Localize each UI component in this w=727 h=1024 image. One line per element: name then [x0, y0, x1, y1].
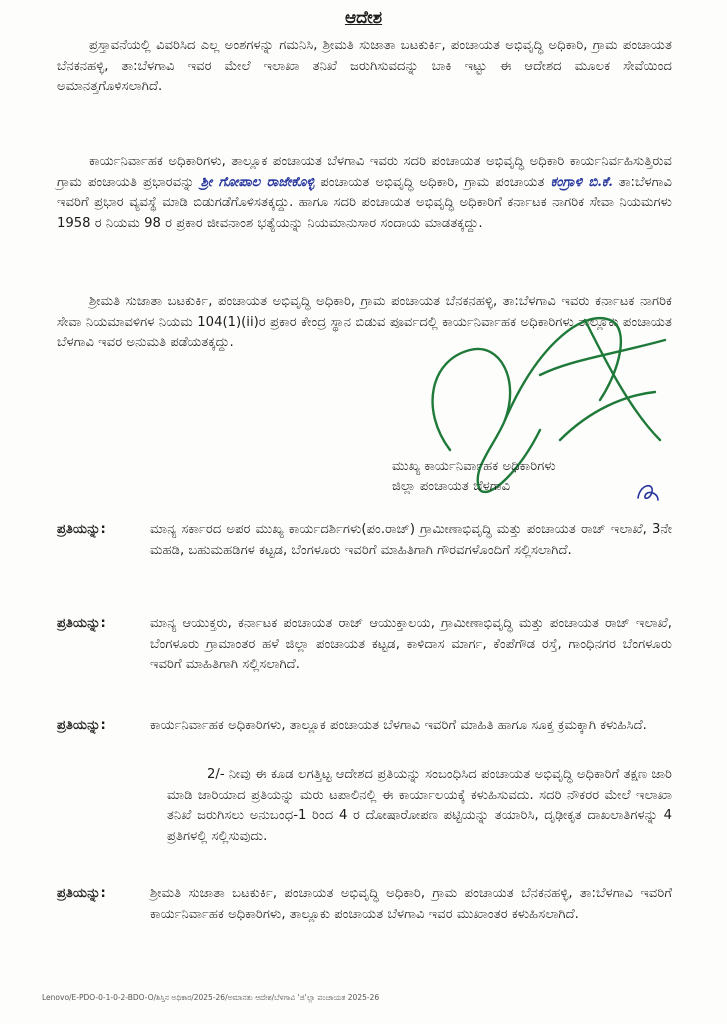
handwritten-officer-name: ಶ್ರೀ ಗೋಪಾಲ ರಾಜೇಕೊಳ್ಳಿ [200, 174, 315, 190]
copy-entry-3-instruction: 2/- ನೀವು ಈ ಕೂಡ ಲಗತ್ತಿಟ್ಟ ಆದೇಶದ ಪ್ರತಿಯನ್ನು ಸಂಬಂಧಿಸಿದ ಪಂಚಾಯತ ಅಭಿವೃದ್ಧಿ ಅಧಿಕಾರಿಗೆ ತಕ್ಷಣ ಜಾರಿ ಮಾಡಿ ಜಾರಿಯಾದ ಪ್ರತಿಯನ್ನು ಮರು ಟಪಾಲಿನಲ್ಲಿ ಈ ಕಾರ್ಯಾಲಯಕ್ಕೆ ಕಳುಹಿಸುವದು. ಸದರಿ ನೌಕರರ ಮೇಲೆ ಇಲಾಖಾ ತನಿಖೆ ಜರುಗಿಸಲು ಅನುಬಂಧ-1 ರಿಂದ 4 ರ ದೋಷಾರೋಪಣ ಪಟ್ಟಿಯನ್ನು ತಯಾರಿಸಿ, ದೃಢೀಕೃತ ದಾಖಲಾತಿಗಳನ್ನು 4 ಪ್ರತಿಗಳಲ್ಲಿ ಸಲ್ಲಿಸುವುದು. [167, 767, 672, 844]
order-title: ಆದೇಶ [344, 8, 383, 28]
paragraph-2-before: ಕಾರ್ಯನಿರ್ವಾಹಕ ಅಧಿಕಾರಿಗಳು, ತಾಲ್ಲೂಕ ಪಂಚಾಯತ ಬೆಳಗಾವಿ ಇವರು ಸದರಿ ಪಂಚಾಯತ ಅಭಿವೃದ್ಧಿ ಅಧಿಕಾರಿ ಕಾರ್ಯನಿರ್ವಹಿಸುತ್ತಿರುವ ಗ್ರಾಮ ಪಂಚಾಯತಿ ಪ್ರಭಾರವನ್ನು [57, 154, 672, 190]
paragraph-charge-handover [57, 152, 672, 234]
paragraph-1-text: ಪ್ರಸ್ತಾವನೆಯಲ್ಲಿ ವಿವರಿಸಿದ ಎಲ್ಲ ಅಂಶಗಳನ್ನು ಗಮನಿಸಿ, ಶ್ರೀಮತಿ ಸುಜಾತಾ ಬಟಕುರ್ಕಿ, ಪಂಚಾಯತ ಅಭಿವೃದ್ಧಿ ಅಧಿಕಾರಿ, ಗ್ರಾಮ ಪಂಚಾಯತ ಬೆನಕನಹಳ್ಳಿ, ತಾ:ಬೆಳಗಾವಿ ಇವರ ಮೇಲೆ ಇಲಾಖಾ ತನಿಖೆ ಜರುಗಿಸುವದನ್ನು ಬಾಕಿ ಇಟ್ಟು ಈ ಆದೇಶದ ಮೂಲಕ ಸೇವೆಯಿಂದ ಅಮಾನತ್ತಗೊಳಿಸಲಾಗಿದೆ. [57, 38, 672, 94]
copy-text: ಶ್ರೀಮತಿ ಸುಜಾತಾ ಬಟಕುರ್ಕಿ, ಪಂಚಾಯತ ಅಭಿವೃದ್ಧಿ ಅಧಿಕಾರಿ, ಗ್ರಾಮ ಪಂಚಾಯತ ಬೆನಕನಹಳ್ಳಿ, ತಾ:ಬೆಳಗಾವಿ ಇವರಿಗೆ ಕಾರ್ಯನಿರ್ವಾಹಕ ಅಧಿಕಾರಿಗಳು, ತಾಲ್ಲೂಕು ಪಂಚಾಯತ ಬೆಳಗಾವಿ ಇವರ ಮುಖಾಂತರ ಕಳುಹಿಸಲಾಗಿದೆ. [150, 886, 672, 922]
copy-label: ಪ್ರತಿಯನ್ನು: [57, 522, 106, 537]
copy-label: ಪ್ರತಿಯನ್ನು: [57, 886, 106, 901]
paragraph-suspension [57, 36, 672, 98]
signatory-office: ಜಿಲ್ಲಾ ಪಂಚಾಯತ ಬೆಳಗಾವಿ [392, 479, 511, 494]
copy-text: ಮಾನ್ಯ ಸರ್ಕಾರದ ಅಪರ ಮುಖ್ಯ ಕಾರ್ಯದರ್ಶಿಗಳು(ಪಂ.ರಾಜ್) ಗ್ರಾಮೀಣಾಭಿವೃದ್ಧಿ ಮತ್ತು ಪಂಚಾಯತ ರಾಜ್ ಇಲಾಖೆ, 3ನೇ ಮಹಡಿ, ಬಹುಮಹಡಿಗಳ ಕಟ್ಟಡ, ಬೆಂಗಳೂರು ಇವರಿಗೆ ಮಾಹಿತಿಗಾಗಿ ಗೌರವಗಳೊಂದಿಗೆ ಸಲ್ಲಿಸಲಾಗಿದೆ. [150, 522, 672, 558]
initials-icon [634, 480, 662, 504]
copy-text: ಮಾನ್ಯ ಆಯುಕ್ತರು, ಕರ್ನಾಟಕ ಪಂಚಾಯತ ರಾಜ್ ಆಯುಕ್ತಾಲಯ, ಗ್ರಾಮೀಣಾಭಿವೃದ್ಧಿ ಮತ್ತು ಪಂಚಾಯತ ರಾಜ್ ಇಲಾಖೆ, ಬೆಂಗಳೂರು ಗ್ರಾಮಾಂತರ ಹಳೆ ಜಿಲ್ಲಾ ಪಂಚಾಯತ ಕಟ್ಟಡ, ಕಾಳಿದಾಸ ಮಾರ್ಗ, ಕೆಂಪೆಗೌಡ ರಸ್ತೆ, ಗಾಂಧಿನಗರ ಬೆಂಗಳೂರು ಇವರಿಗೆ ಮಾಹಿತಿಗಾಗಿ ಸಲ್ಲಿಸಲಾಗಿದೆ. [150, 616, 672, 672]
copy-label: ಪ್ರತಿಯನ್ನು: [57, 718, 106, 733]
document-footer-reference: Lenovo/E-PDO-0-1-0-2-BDO-O/ಶಿಸ್ತಿನ ಅಧಿಕಾರ/2025-26/ಅಮಾನತು ಆದೇಶ/ಬೆಳಗಾವಿ 'ಜಿ'ಲ್ಲಾ ಪಂಚಾಯತ 2025-26 [42, 993, 380, 1002]
paragraph-2-middle: ಪಂಚಾಯತ ಅಭಿವೃದ್ಧಿ ಅಧಿಕಾರಿ, ಗ್ರಾಮ ಪಂಚಾಯತ [320, 174, 545, 190]
signatory-designation: ಮುಖ್ಯ ಕಾರ್ಯನಿರ್ವಾಹಕ ಅಧಿಕಾರಿಗಳು [392, 459, 556, 474]
copy-text: ಕಾರ್ಯನಿರ್ವಾಹಕ ಅಧಿಕಾರಿಗಳು, ತಾಲ್ಲೂಕ ಪಂಚಾಯತ ಬೆಳಗಾವಿ ಇವರಿಗೆ ಮಾಹಿತಿ ಹಾಗೂ ಸೂಕ್ತ ಕ್ರಮಕ್ಕಾಗಿ ಕಳುಹಿಸಿದೆ. [150, 718, 647, 733]
paragraph-3-text: ಶ್ರೀಮತಿ ಸುಜಾತಾ ಬಟಕುರ್ಕಿ, ಪಂಚಾಯತ ಅಭಿವೃದ್ಧಿ ಅಧಿಕಾರಿ, ಗ್ರಾಮ ಪಂಚಾಯತ ಬೆನಕನಹಳ್ಳಿ, ತಾ:ಬೆಳಗಾವಿ ಇವರು ಕರ್ನಾಟಕ ನಾಗರಿಕ ಸೇವಾ ನಿಯಮಾವಳಿಗಳ ನಿಯಮ 104(1)(ii)ರ ಪ್ರಕಾರ ಕೇಂದ್ರ ಸ್ಥಾನ ಬಿಡುವ ಪೂರ್ವದಲ್ಲಿ ಕಾರ್ಯನಿರ್ವಾಹಕ ಅಧಿಕಾರಿಗಳು ತಾಲ್ಲೂಕು ಪಂಚಾಯತ ಬೆಳಗಾವಿ ಇವರ ಅನುಮತಿ ಪಡೆಯತಕ್ಕದ್ದು. [57, 294, 672, 350]
paragraph-2-after: ತಾ:ಬೆಳಗಾವಿ ಇವರಿಗೆ ಪ್ರಭಾರ ವ್ಯವಸ್ಥೆ ಮಾಡಿ ಬಿಡುಗಡೆಗೊಳಿಸತಕ್ಕದ್ದು. ಹಾಗೂ ಸದರಿ ಪಂಚಾಯತ ಅಭಿವೃದ್ಧಿ ಅಧಿಕಾರಿಗೆ ಕರ್ನಾಟಕ ನಾಗರಿಕ ಸೇವಾ ನಿಯಮಗಳು 1958 ರ ನಿಯಮ 98 ರ ಪ್ರಕಾರ ಜೀವನಾಂಶ ಭತ್ಯೆಯನ್ನು ನಿಯಮಾನುಸಾರ ಸಂದಾಯ ಮಾಡತಕ್ಕದ್ದು. [57, 174, 672, 231]
copy-label: ಪ್ರತಿಯನ್ನು: [57, 616, 106, 631]
handwritten-village-name: ಕಂಗ್ರಾಳಿ ಬಿ.ಕೆ. [550, 174, 613, 190]
